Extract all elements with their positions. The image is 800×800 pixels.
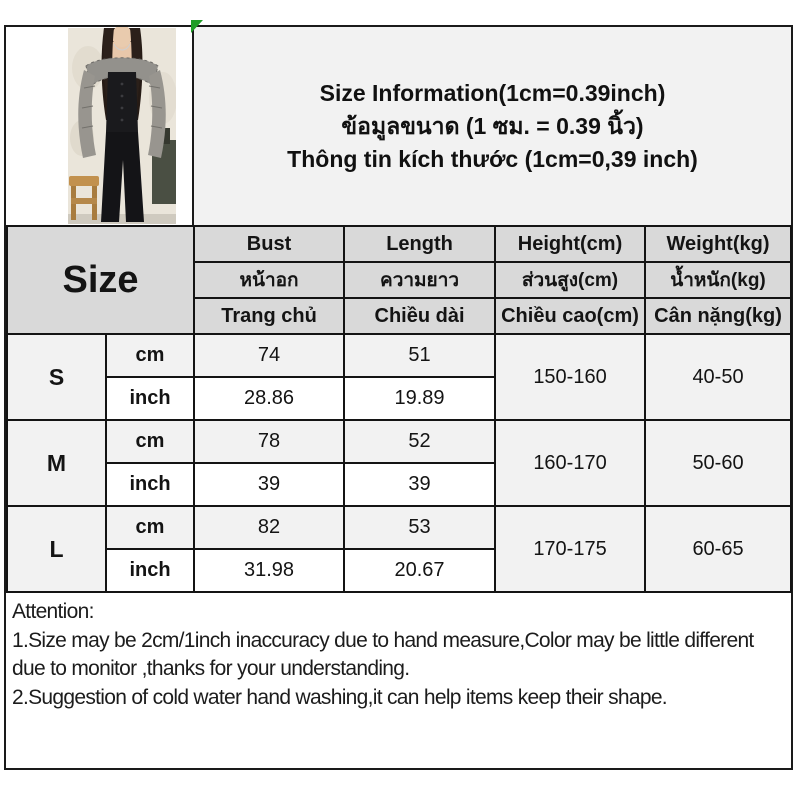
unit-cm: cm — [106, 420, 194, 463]
row-m-cm — [7, 420, 791, 463]
attention-line-1: 1.Size may be 2cm/1inch inaccuracy due to hand measure,Color may be little different — [12, 628, 754, 652]
title-block — [194, 27, 791, 225]
col-header-weight-th: น้ำหนัก(kg) — [645, 262, 791, 298]
size-label-l: L — [7, 506, 106, 592]
l-bust-cm: 82 — [194, 506, 344, 549]
corner-marker-icon — [191, 20, 203, 33]
s-weight: 40-50 — [645, 334, 791, 420]
unit-inch: inch — [106, 463, 194, 506]
product-photo-cell — [6, 27, 194, 225]
l-weight: 60-65 — [645, 506, 791, 592]
unit-cm: cm — [106, 334, 194, 377]
s-bust-inch: 28.86 — [194, 377, 344, 420]
outer-frame — [4, 25, 793, 770]
unit-cm: cm — [106, 506, 194, 549]
l-height: 170-175 — [495, 506, 645, 592]
title-english: Size Information(1cm=0.39inch) — [319, 80, 666, 106]
col-header-length-vi: Chiều dài — [344, 298, 495, 334]
l-length-cm: 53 — [344, 506, 495, 549]
s-bust-cm: 74 — [194, 334, 344, 377]
col-header-bust-th: หน้าอก — [194, 262, 344, 298]
m-bust-cm: 78 — [194, 420, 344, 463]
col-header-bust-en: Bust — [194, 226, 344, 262]
s-length-cm: 51 — [344, 334, 495, 377]
l-length-inch: 20.67 — [344, 549, 495, 592]
m-bust-inch: 39 — [194, 463, 344, 506]
header-row-en — [7, 226, 791, 262]
size-header-cell: Size — [7, 226, 194, 334]
col-header-height-th: ส่วนสูง(cm) — [495, 262, 645, 298]
title-vietnamese: Thông tin kích thước (1cm=0,39 inch) — [287, 146, 698, 172]
m-height: 160-170 — [495, 420, 645, 506]
unit-inch: inch — [106, 377, 194, 420]
m-length-cm: 52 — [344, 420, 495, 463]
size-label-m: M — [7, 420, 106, 506]
col-header-length-th: ความยาว — [344, 262, 495, 298]
col-header-length-en: Length — [344, 226, 495, 262]
s-length-inch: 19.89 — [344, 377, 495, 420]
s-height: 150-160 — [495, 334, 645, 420]
attention-heading: Attention: — [12, 600, 94, 623]
m-length-inch: 39 — [344, 463, 495, 506]
m-weight: 50-60 — [645, 420, 791, 506]
col-header-weight-vi: Cân nặng(kg) — [645, 298, 791, 334]
size-label-s: S — [7, 334, 106, 420]
col-header-height-vi: Chiều cao(cm) — [495, 298, 645, 334]
col-header-height-en: Height(cm) — [495, 226, 645, 262]
row-l-cm — [7, 506, 791, 549]
top-section — [6, 27, 791, 225]
row-s-cm — [7, 334, 791, 377]
attention-section — [6, 593, 791, 768]
col-header-bust-vi: Trang chủ — [194, 298, 344, 334]
unit-inch: inch — [106, 549, 194, 592]
col-header-weight-en: Weight(kg) — [645, 226, 791, 262]
l-bust-inch: 31.98 — [194, 549, 344, 592]
attention-line-2: due to monitor ,thanks for your understanding. — [12, 657, 410, 680]
title-thai: ข้อมูลขนาด (1 ซม. = 0.39 นิ้ว) — [341, 113, 644, 139]
product-photo — [68, 27, 176, 225]
size-table — [6, 225, 792, 593]
attention-line-3: 2.Suggestion of cold water hand washing,it can help items keep their shape. — [12, 685, 667, 709]
